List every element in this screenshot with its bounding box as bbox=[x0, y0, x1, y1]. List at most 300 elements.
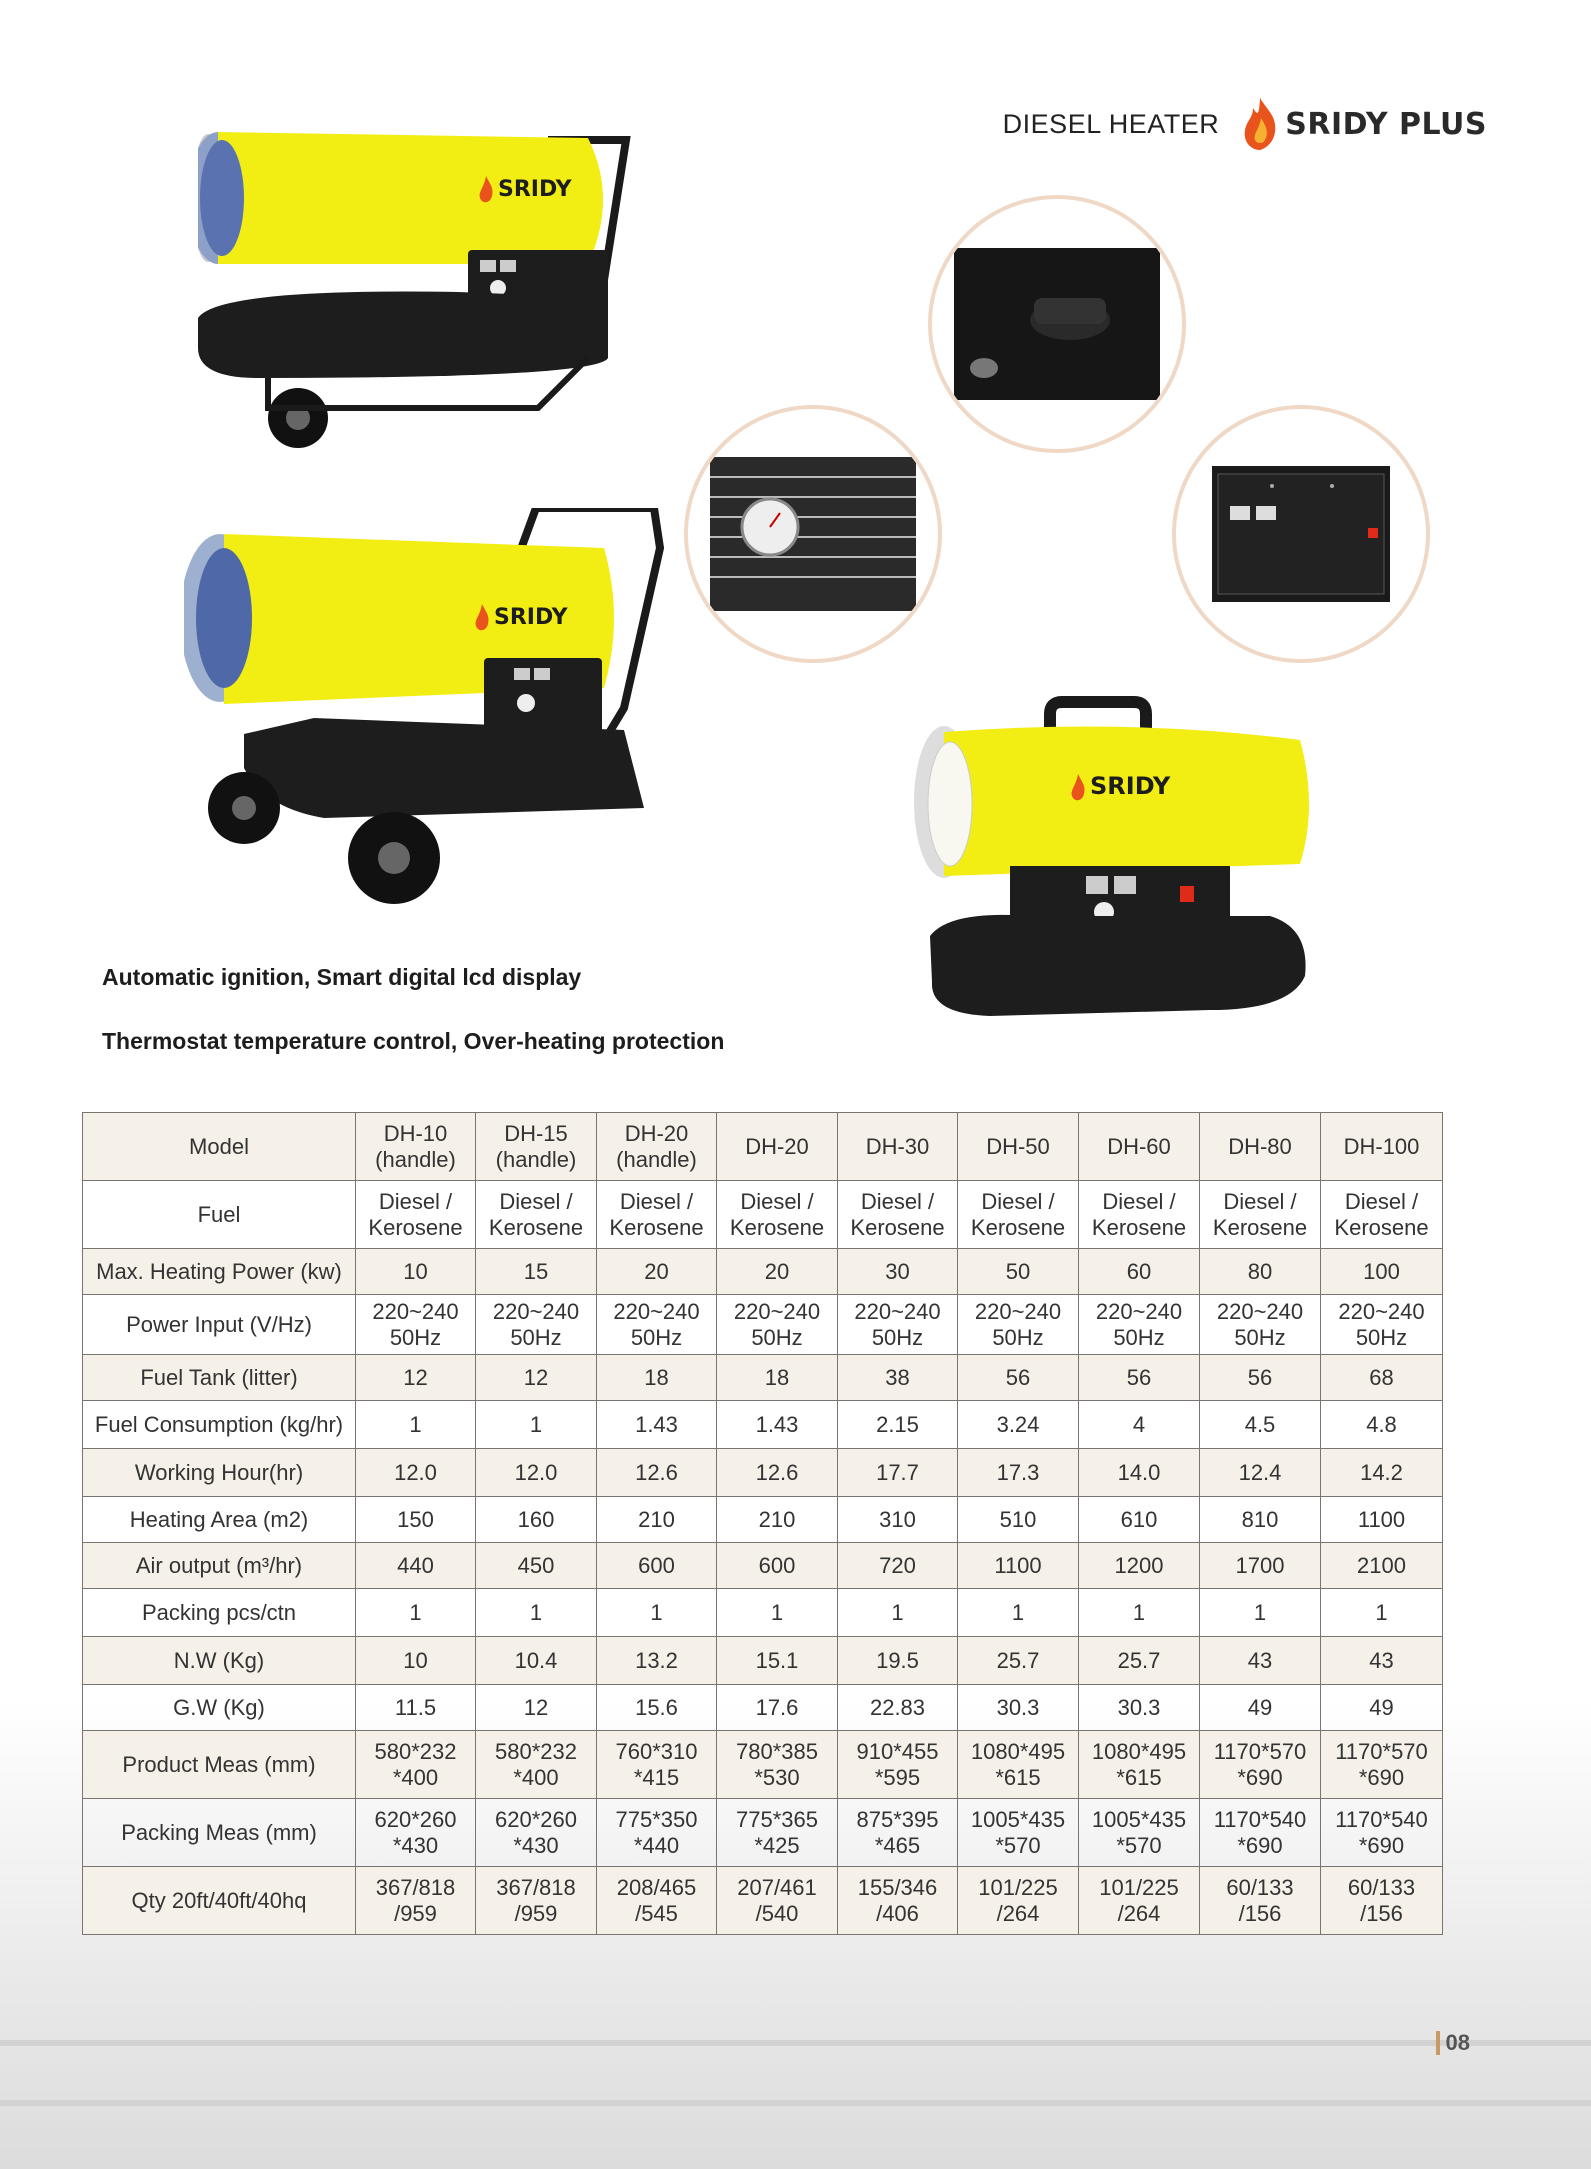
cell-line: /540 bbox=[755, 1900, 799, 1926]
cell-line: 208/465 bbox=[616, 1875, 697, 1901]
cell-line: 580*232 bbox=[374, 1739, 457, 1765]
cell-line: 12.6 bbox=[635, 1459, 678, 1485]
table-cell bbox=[958, 1295, 1079, 1355]
cell-line: 10 bbox=[403, 1258, 428, 1284]
cell-line: 12 bbox=[523, 1694, 549, 1720]
cell-line: *570 bbox=[995, 1832, 1041, 1858]
row-label: Product Meas (mm) bbox=[83, 1731, 356, 1799]
table-cell bbox=[597, 1249, 717, 1295]
cell-line: 1 bbox=[891, 1599, 904, 1625]
cell-line: *400 bbox=[513, 1764, 559, 1790]
table-cell bbox=[476, 1867, 597, 1935]
table-cell bbox=[597, 1589, 717, 1637]
table-cell bbox=[356, 1249, 476, 1295]
cell-line: (handle) bbox=[375, 1146, 456, 1172]
heater-image-medium-handle bbox=[184, 508, 684, 918]
cell-line: 10 bbox=[403, 1647, 428, 1673]
table-cell bbox=[838, 1497, 958, 1543]
cell-line: Diesel / bbox=[1344, 1189, 1419, 1215]
cell-line: 15.1 bbox=[755, 1647, 799, 1673]
cell-line: 220~240 bbox=[1095, 1299, 1183, 1325]
cell-line: Diesel / bbox=[499, 1189, 573, 1215]
cell-line: 50Hz bbox=[510, 1324, 562, 1350]
cell-line: 11.5 bbox=[394, 1694, 437, 1720]
cell-line: 60 bbox=[1126, 1258, 1152, 1284]
cell-line: 18 bbox=[644, 1364, 669, 1390]
table-cell bbox=[476, 1113, 597, 1181]
cell-line: 25.7 bbox=[1117, 1647, 1161, 1673]
cell-line: 101/225 bbox=[1099, 1875, 1179, 1901]
cell-line: DH-60 bbox=[1107, 1133, 1171, 1159]
table-cell bbox=[1079, 1355, 1200, 1401]
heater-image-large-handle bbox=[198, 128, 638, 448]
table-cell bbox=[1079, 1543, 1200, 1589]
cell-line: 20 bbox=[644, 1258, 669, 1284]
cell-line: 875*395 bbox=[856, 1807, 939, 1833]
table-cell bbox=[476, 1355, 597, 1401]
table-cell bbox=[958, 1113, 1079, 1181]
cell-line: /959 bbox=[514, 1900, 558, 1926]
cell-line: 38 bbox=[885, 1364, 910, 1390]
table-cell bbox=[597, 1731, 717, 1799]
cell-line: 50Hz bbox=[871, 1324, 924, 1350]
cell-line: 50Hz bbox=[1113, 1324, 1165, 1350]
table-row bbox=[83, 1637, 1443, 1685]
table-cell bbox=[958, 1449, 1079, 1497]
table-cell bbox=[958, 1637, 1079, 1685]
cell-line: (handle) bbox=[495, 1146, 577, 1172]
table-cell bbox=[1200, 1867, 1321, 1935]
row-label: N.W (Kg) bbox=[83, 1637, 356, 1685]
feature-line: Thermostat temperature control, Over-heating protection bbox=[102, 1028, 725, 1054]
table-cell bbox=[356, 1113, 476, 1181]
table-cell bbox=[1200, 1449, 1321, 1497]
cell-line: 220~240 bbox=[1338, 1299, 1425, 1325]
cell-line: *570 bbox=[1116, 1832, 1162, 1858]
cell-line: 101/225 bbox=[978, 1875, 1058, 1901]
table-cell bbox=[1079, 1867, 1200, 1935]
table-cell bbox=[717, 1799, 838, 1867]
table-cell bbox=[1321, 1449, 1443, 1497]
cell-line: 510 bbox=[999, 1506, 1037, 1532]
table-cell bbox=[1321, 1249, 1443, 1295]
table-cell bbox=[1079, 1497, 1200, 1543]
cell-line: (handle) bbox=[616, 1146, 697, 1172]
cell-line: *430 bbox=[392, 1832, 439, 1858]
table-cell bbox=[717, 1731, 838, 1799]
cell-line: 1 bbox=[1375, 1599, 1388, 1625]
table-row bbox=[83, 1731, 1443, 1799]
cell-line: *465 bbox=[874, 1832, 921, 1858]
table-cell bbox=[597, 1181, 717, 1249]
cell-line: Kerosene bbox=[609, 1214, 704, 1240]
cell-line: 15 bbox=[523, 1258, 549, 1284]
table-cell bbox=[476, 1401, 597, 1449]
table-cell bbox=[838, 1799, 958, 1867]
fuel-cap-image bbox=[954, 248, 1160, 400]
row-label: Packing Meas (mm) bbox=[83, 1799, 356, 1867]
table-cell bbox=[958, 1543, 1079, 1589]
cell-line: DH-15 bbox=[504, 1121, 568, 1147]
cell-line: 12.0 bbox=[394, 1459, 437, 1485]
table-cell bbox=[958, 1685, 1079, 1731]
cell-line: 1 bbox=[1132, 1599, 1146, 1625]
cell-line: Kerosene bbox=[368, 1214, 463, 1240]
table-cell bbox=[958, 1401, 1079, 1449]
row-label: Max. Heating Power (kw) bbox=[83, 1249, 356, 1295]
cell-line: Kerosene bbox=[488, 1214, 584, 1240]
cell-line: 1170*570 bbox=[1213, 1739, 1307, 1765]
cell-line: 1170*570 bbox=[1335, 1739, 1428, 1765]
cell-line: 56 bbox=[1126, 1364, 1152, 1390]
header-title: DIESEL HEATER bbox=[1002, 108, 1220, 139]
cell-line: 155/346 bbox=[857, 1875, 938, 1901]
cell-line: 150 bbox=[397, 1506, 434, 1532]
cell-line: *690 bbox=[1237, 1832, 1283, 1858]
table-row bbox=[83, 1685, 1443, 1731]
fan-gauge-image bbox=[710, 457, 916, 611]
table-cell bbox=[958, 1249, 1079, 1295]
cell-line: 610 bbox=[1120, 1506, 1158, 1532]
table-row bbox=[83, 1589, 1443, 1637]
table-cell bbox=[717, 1637, 838, 1685]
table-cell bbox=[597, 1685, 717, 1731]
cell-line: 10.4 bbox=[514, 1647, 558, 1673]
cell-line: 210 bbox=[638, 1506, 675, 1532]
background-rail bbox=[0, 2040, 1591, 2046]
cell-line: 50Hz bbox=[751, 1324, 803, 1350]
row-label: Model bbox=[83, 1113, 356, 1181]
cell-line: 220~240 bbox=[613, 1299, 700, 1325]
cell-line: /545 bbox=[635, 1900, 678, 1926]
cell-line: 720 bbox=[879, 1552, 916, 1578]
cell-line: 220~240 bbox=[733, 1299, 821, 1325]
table-cell bbox=[1200, 1113, 1321, 1181]
table-cell bbox=[356, 1449, 476, 1497]
table-cell bbox=[476, 1589, 597, 1637]
table-cell bbox=[838, 1401, 958, 1449]
cell-line: 207/461 bbox=[737, 1875, 817, 1901]
cell-line: DH-20 bbox=[624, 1121, 689, 1147]
table-cell bbox=[1200, 1401, 1321, 1449]
table-cell bbox=[1321, 1589, 1443, 1637]
table-cell bbox=[958, 1589, 1079, 1637]
cell-line: 775*365 bbox=[736, 1807, 818, 1833]
table-cell bbox=[717, 1867, 838, 1935]
table-cell bbox=[1200, 1731, 1321, 1799]
table-cell bbox=[1321, 1867, 1443, 1935]
table-row bbox=[83, 1113, 1443, 1181]
cell-line: 810 bbox=[1241, 1506, 1279, 1532]
cell-line: 17.7 bbox=[876, 1459, 919, 1485]
cell-line: 4.8 bbox=[1366, 1411, 1397, 1437]
table-cell bbox=[476, 1181, 597, 1249]
table-cell bbox=[476, 1295, 597, 1355]
cell-line: 12.6 bbox=[755, 1459, 799, 1485]
cell-line: 1 bbox=[1011, 1599, 1025, 1625]
logo-text: SRIDY PLUS bbox=[1285, 106, 1487, 142]
cell-line: *690 bbox=[1358, 1832, 1405, 1858]
cell-line: Diesel / bbox=[1102, 1189, 1176, 1215]
table-cell bbox=[476, 1249, 597, 1295]
specification-table bbox=[82, 1112, 1443, 1935]
cell-line: 620*260 bbox=[495, 1807, 577, 1833]
table-cell bbox=[838, 1181, 958, 1249]
table-row bbox=[83, 1295, 1443, 1355]
cell-line: *430 bbox=[513, 1832, 559, 1858]
cell-line: 17.6 bbox=[755, 1694, 799, 1720]
cell-line: /156 bbox=[1360, 1900, 1403, 1926]
brand-logo bbox=[1241, 96, 1487, 152]
table-cell bbox=[597, 1295, 717, 1355]
page-number bbox=[1436, 2030, 1470, 2056]
cell-line: 4 bbox=[1132, 1411, 1146, 1437]
row-label: Fuel bbox=[83, 1181, 356, 1249]
cell-line: 1005*435 bbox=[970, 1807, 1066, 1833]
cell-line: 30 bbox=[885, 1258, 910, 1284]
page-number-text: 08 bbox=[1445, 2030, 1470, 2055]
cell-line: Diesel / bbox=[378, 1189, 453, 1215]
cell-line: 22.83 bbox=[869, 1694, 926, 1720]
page-header bbox=[1003, 96, 1487, 152]
table-row bbox=[83, 1355, 1443, 1401]
table-row bbox=[83, 1181, 1443, 1249]
cell-line: 160 bbox=[517, 1506, 555, 1532]
cell-line: 450 bbox=[517, 1552, 555, 1578]
table-cell bbox=[838, 1637, 958, 1685]
table-cell bbox=[356, 1589, 476, 1637]
cell-line: 56 bbox=[1005, 1364, 1031, 1390]
cell-line: 220~240 bbox=[492, 1299, 580, 1325]
cell-line: 50Hz bbox=[389, 1324, 442, 1350]
table-cell bbox=[717, 1355, 838, 1401]
page-number-bar bbox=[1436, 2031, 1440, 2055]
table-cell bbox=[356, 1685, 476, 1731]
cell-line: *690 bbox=[1237, 1764, 1283, 1790]
cell-line: 220~240 bbox=[372, 1299, 459, 1325]
cell-line: 1080*495 bbox=[970, 1739, 1066, 1765]
table-cell bbox=[838, 1589, 958, 1637]
cell-line: 210 bbox=[758, 1506, 796, 1532]
table-cell bbox=[597, 1113, 717, 1181]
table-cell bbox=[717, 1497, 838, 1543]
cell-line: 14.2 bbox=[1360, 1459, 1403, 1485]
row-label: Working Hour(hr) bbox=[83, 1449, 356, 1497]
table-cell bbox=[838, 1113, 958, 1181]
table-cell bbox=[356, 1637, 476, 1685]
cell-line: 49 bbox=[1369, 1694, 1394, 1720]
cell-line: 1100 bbox=[1357, 1506, 1406, 1532]
cell-line: Diesel / bbox=[619, 1189, 694, 1215]
table-cell bbox=[838, 1355, 958, 1401]
cell-line: 220~240 bbox=[974, 1299, 1062, 1325]
row-label: Heating Area (m2) bbox=[83, 1497, 356, 1543]
table-cell bbox=[838, 1867, 958, 1935]
table-cell bbox=[476, 1543, 597, 1589]
cell-line: Kerosene bbox=[1334, 1214, 1429, 1240]
cell-line: 50Hz bbox=[1234, 1324, 1286, 1350]
cell-line: DH-100 bbox=[1343, 1133, 1420, 1159]
table-cell bbox=[356, 1731, 476, 1799]
table-cell bbox=[1321, 1637, 1443, 1685]
cell-line: 1 bbox=[770, 1599, 784, 1625]
table-cell bbox=[838, 1685, 958, 1731]
cell-line: 80 bbox=[1247, 1258, 1273, 1284]
table-row bbox=[83, 1497, 1443, 1543]
table-row bbox=[83, 1799, 1443, 1867]
table-cell bbox=[838, 1249, 958, 1295]
flame-icon bbox=[1241, 96, 1279, 152]
cell-line: Diesel / bbox=[740, 1189, 814, 1215]
control-panel-image bbox=[1212, 466, 1390, 602]
table-cell bbox=[356, 1401, 476, 1449]
cell-line: 775*350 bbox=[615, 1807, 698, 1833]
cell-line: 17.3 bbox=[996, 1459, 1040, 1485]
cell-line: 50 bbox=[1005, 1258, 1031, 1284]
table-cell bbox=[1321, 1355, 1443, 1401]
svg-text:SRIDY: SRIDY bbox=[494, 605, 568, 630]
cell-line: 56 bbox=[1247, 1364, 1273, 1390]
cell-line: 4.5 bbox=[1244, 1411, 1276, 1437]
cell-line: 780*385 bbox=[736, 1739, 818, 1765]
cell-line: 1 bbox=[529, 1411, 543, 1437]
cell-line: 1100 bbox=[994, 1552, 1042, 1578]
cell-line: Kerosene bbox=[970, 1214, 1066, 1240]
cell-line: 3.24 bbox=[996, 1411, 1040, 1437]
cell-line: 12.4 bbox=[1238, 1459, 1282, 1485]
table-cell bbox=[1079, 1401, 1200, 1449]
cell-line: Kerosene bbox=[1091, 1214, 1187, 1240]
cell-line: 760*310 bbox=[615, 1739, 698, 1765]
cell-line: 1 bbox=[409, 1599, 422, 1625]
cell-line: /264 bbox=[996, 1900, 1040, 1926]
table-cell bbox=[1321, 1113, 1443, 1181]
table-cell bbox=[356, 1295, 476, 1355]
table-cell bbox=[356, 1543, 476, 1589]
cell-line: 367/818 bbox=[375, 1875, 456, 1901]
table-cell bbox=[1200, 1181, 1321, 1249]
cell-line: 50Hz bbox=[1355, 1324, 1408, 1350]
cell-line: Diesel / bbox=[981, 1189, 1055, 1215]
table-row bbox=[83, 1249, 1443, 1295]
cell-line: 12 bbox=[403, 1364, 428, 1390]
row-label: G.W (Kg) bbox=[83, 1685, 356, 1731]
table-cell bbox=[1321, 1685, 1443, 1731]
table-cell bbox=[476, 1449, 597, 1497]
table-cell bbox=[597, 1355, 717, 1401]
table-cell bbox=[1079, 1799, 1200, 1867]
cell-line: 12.0 bbox=[514, 1459, 558, 1485]
detail-circle-fan-gauge bbox=[684, 405, 942, 663]
cell-line: Diesel / bbox=[860, 1189, 935, 1215]
row-label: Qty 20ft/40ft/40hq bbox=[83, 1867, 356, 1935]
cell-line: *425 bbox=[754, 1832, 800, 1858]
row-label: Fuel Tank (litter) bbox=[83, 1355, 356, 1401]
cell-line: 2.15 bbox=[876, 1411, 919, 1437]
table-cell bbox=[1321, 1295, 1443, 1355]
cell-line: /406 bbox=[876, 1900, 919, 1926]
table-cell bbox=[1079, 1249, 1200, 1295]
cell-line: 1170*540 bbox=[1335, 1807, 1428, 1833]
row-label: Fuel Consumption (kg/hr) bbox=[83, 1401, 356, 1449]
table-cell bbox=[476, 1685, 597, 1731]
cell-line: 1005*435 bbox=[1091, 1807, 1187, 1833]
cell-line: DH-50 bbox=[986, 1133, 1050, 1159]
cell-line: 620*260 bbox=[374, 1807, 457, 1833]
cell-line: DH-80 bbox=[1228, 1133, 1292, 1159]
table-cell bbox=[1200, 1295, 1321, 1355]
table-cell bbox=[1079, 1589, 1200, 1637]
cell-line: 25.7 bbox=[996, 1647, 1040, 1673]
cell-line: 30.3 bbox=[1117, 1694, 1161, 1720]
table-cell bbox=[1321, 1181, 1443, 1249]
cell-line: 440 bbox=[397, 1552, 434, 1578]
cell-line: 19.5 bbox=[876, 1647, 919, 1673]
table-cell bbox=[958, 1497, 1079, 1543]
table-cell bbox=[1079, 1731, 1200, 1799]
cell-line: /959 bbox=[394, 1900, 437, 1926]
table-cell bbox=[958, 1799, 1079, 1867]
cell-line: *595 bbox=[874, 1764, 921, 1790]
cell-line: 220~240 bbox=[1216, 1299, 1304, 1325]
table-cell bbox=[1321, 1543, 1443, 1589]
table-cell bbox=[597, 1867, 717, 1935]
row-label: Power Input (V/Hz) bbox=[83, 1295, 356, 1355]
table-cell bbox=[717, 1113, 838, 1181]
cell-line: 600 bbox=[758, 1552, 796, 1578]
table-cell bbox=[476, 1731, 597, 1799]
heater-image-small bbox=[910, 696, 1320, 1030]
table-cell bbox=[1079, 1449, 1200, 1497]
cell-line: *690 bbox=[1358, 1764, 1405, 1790]
cell-line: 30.3 bbox=[996, 1694, 1040, 1720]
svg-text:SRIDY: SRIDY bbox=[1090, 772, 1171, 800]
table-cell bbox=[717, 1181, 838, 1249]
cell-line: Kerosene bbox=[729, 1214, 825, 1240]
cell-line: 367/818 bbox=[496, 1875, 576, 1901]
cell-line: 600 bbox=[638, 1552, 675, 1578]
table-cell bbox=[356, 1497, 476, 1543]
cell-line: 1 bbox=[650, 1599, 663, 1625]
cell-line: 20 bbox=[764, 1258, 790, 1284]
cell-line: 1 bbox=[529, 1599, 543, 1625]
table-cell bbox=[1200, 1799, 1321, 1867]
table-cell bbox=[476, 1637, 597, 1685]
table-cell bbox=[958, 1181, 1079, 1249]
cell-line: 100 bbox=[1363, 1258, 1400, 1284]
table-cell bbox=[717, 1543, 838, 1589]
cell-line: 1.43 bbox=[635, 1411, 678, 1437]
table-cell bbox=[958, 1731, 1079, 1799]
cell-line: 68 bbox=[1369, 1364, 1394, 1390]
cell-line: 580*232 bbox=[495, 1739, 577, 1765]
table-cell bbox=[1079, 1637, 1200, 1685]
table-row bbox=[83, 1449, 1443, 1497]
cell-line: 60/133 bbox=[1347, 1875, 1416, 1901]
table-cell bbox=[717, 1401, 838, 1449]
table-cell bbox=[356, 1799, 476, 1867]
cell-line: /156 bbox=[1238, 1900, 1282, 1926]
cell-line: 15.6 bbox=[635, 1694, 678, 1720]
table-row bbox=[83, 1543, 1443, 1589]
cell-line: 43 bbox=[1369, 1647, 1394, 1673]
cell-line: 1 bbox=[409, 1411, 422, 1437]
table-cell bbox=[1200, 1355, 1321, 1401]
feature-line: Automatic ignition, Smart digital lcd display bbox=[102, 964, 582, 990]
detail-circle-control-panel bbox=[1172, 405, 1430, 663]
row-label: Packing pcs/ctn bbox=[83, 1589, 356, 1637]
cell-line: 50Hz bbox=[630, 1324, 683, 1350]
